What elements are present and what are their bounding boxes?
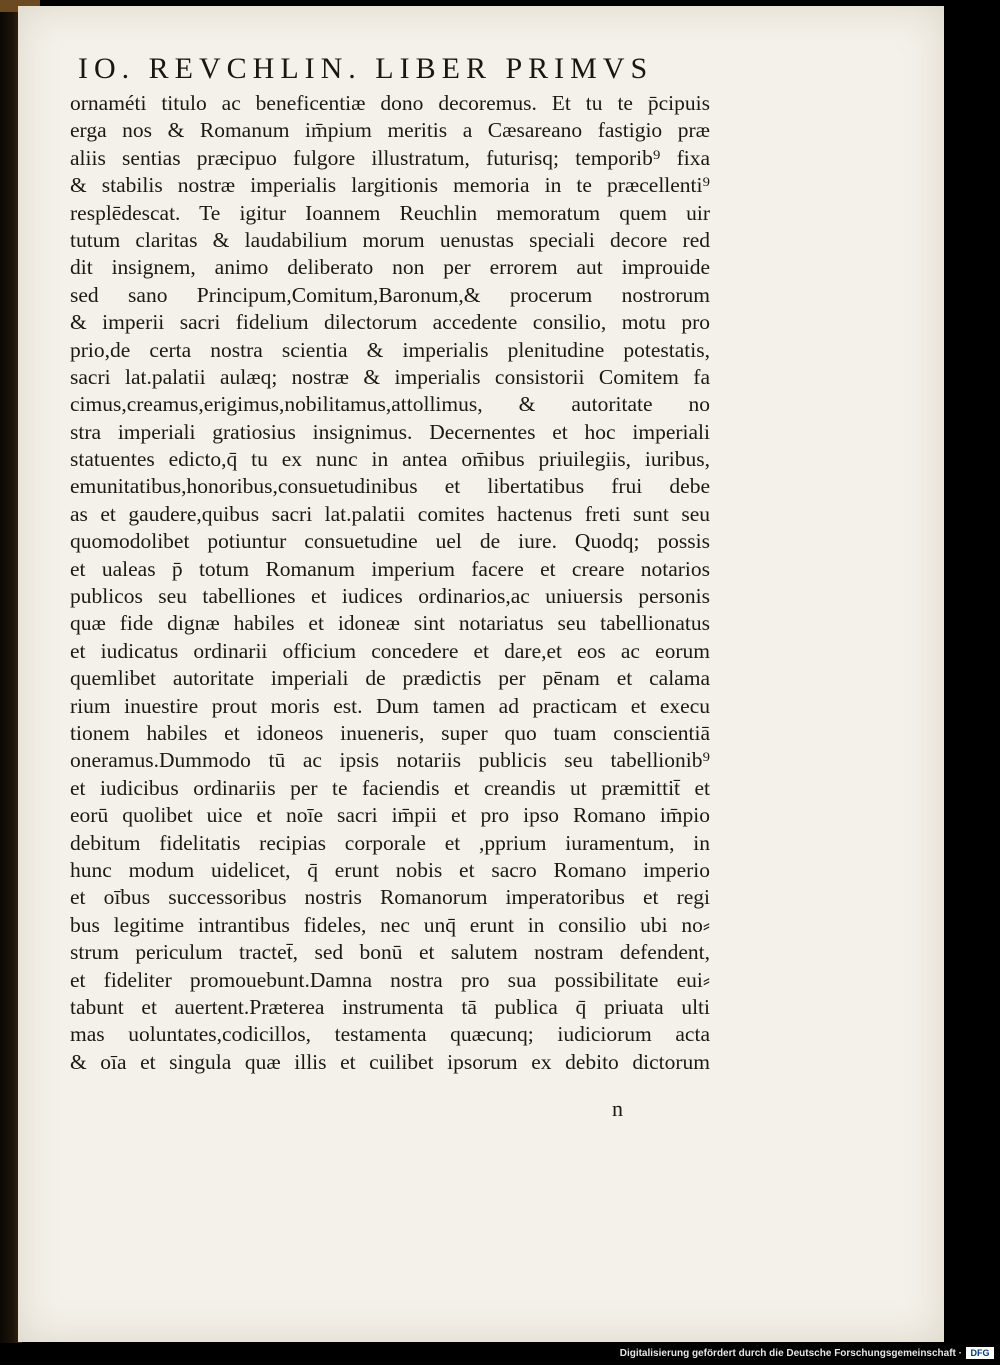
text-line: resplēdescat. Te igitur Ioannem Reuchlin memoratum quem uir [70, 200, 710, 225]
text-line: quomodolibet potiuntur consuetudine uel de iure. Quodq; possis [70, 529, 710, 554]
text-line: as et gaudere,quibus sacri lat.palatii comites hactenus freti sunt seu [70, 501, 710, 526]
text-line: sacri lat.palatii aulæq; nostræ & imperialis consistorii Comitem fa [70, 364, 710, 389]
text-line: publicos seu tabelliones et iudices ordinarios,ac uniuersis personis [70, 584, 710, 609]
text-line: & oīa et singula quæ illis et cuilibet ipsorum ex debito dictorum [70, 1049, 710, 1074]
text-line: strum periculum tractet̄, sed bonū et salutem nostram defendent, [70, 940, 710, 965]
text-line: emunitatibus,honoribus,consuetudinibus et libertatibus frui debe [70, 474, 710, 499]
text-line: et iudicibus ordinariis per te faciendis et creandis ut præmittit̄ et [70, 775, 710, 800]
text-line: mas uoluntates,codicillos, testamenta quæcunq; iudiciorum acta [70, 1022, 710, 1047]
text-line: dit insignem, animo deliberato non per errorem aut improuide [70, 255, 710, 280]
text-line: et iudicatus ordinarii officium concedere et dare,et eos ac eorum [70, 638, 710, 663]
text-line: & stabilis nostræ imperialis largitionis memoria in te præcellenti⁹ [70, 173, 710, 198]
text-line: rium inuestire prout moris est. Dum tamen ad practicam et execu [70, 693, 710, 718]
text-line: aliis sentias præcipuo fulgore illustratum, futurisq; temporib⁹ fixa [70, 145, 710, 170]
text-block [70, 90, 710, 1076]
text-line: stra imperiali gratiosius insignimus. Decernentes et hoc imperiali [70, 419, 710, 444]
funding-credit: Digitalisierung gefördert durch die Deutsche Forschungsgemeinschaft · [619, 1348, 962, 1359]
text-line: statuentes edicto,q̄ tu ex nunc in antea om̄ibus priuilegiis, iuribus, [70, 447, 710, 472]
text-line: eorū quolibet uice et noīe sacri im̄pii et pro ipso Romano im̄pio [70, 803, 710, 828]
text-line: prio,de certa nostra scientia & imperialis plenitudine potestatis, [70, 337, 710, 362]
text-line: bus legitime intrantibus fideles, nec unq̄ erunt in consilio ubi no⸗ [70, 912, 710, 937]
text-line: quæ fide dignæ habiles et idoneæ sint notariatus seu tabellionatus [70, 611, 710, 636]
running-head: IO. REVCHLIN. LIBER PRIMVS [78, 52, 654, 85]
signature-mark: n [612, 1096, 623, 1121]
text-line: debitum fidelitatis recipias corporale et ,pprium iuramentum, in [70, 830, 710, 855]
dfg-logo: DFG [966, 1347, 994, 1359]
text-line: quemlibet autoritate imperiali de prædictis per pēnam et calama [70, 666, 710, 691]
text-line: oneramus.Dummodo tū ac ipsis notariis publicis seu tabellionib⁹ [70, 748, 710, 773]
text-line: ornaméti titulo ac beneficentiæ dono decoremus. Et tu te p̄cipuis [70, 91, 710, 115]
text-line: sed sano Principum,Comitum,Baronum,& procerum nostrorum [70, 282, 710, 307]
text-line: et fideliter promouebunt.Damna nostra pro sua possibilitate eui⸗ [70, 967, 710, 992]
text-line: erga nos & Romanum im̄pium meritis a Cæsareano fastigio præ [70, 118, 710, 143]
text-line: tionem habiles et idoneos inueneris, super quo tuam conscientiā [70, 720, 710, 745]
text-line: & imperii sacri fidelium dilectorum accedente consilio, motu pro [70, 310, 710, 335]
text-line: tutum claritas & laudabilium morum uenustas speciali decore red [70, 227, 710, 252]
text-line: tabunt et auertent.Præterea instrumenta tā publica q̄ priuata ulti [70, 994, 710, 1019]
text-line: et ualeas p̄ totum Romanum imperium facere et creare notarios [70, 556, 710, 581]
text-line: cimus,creamus,erigimus,nobilitamus,attollimus, & autoritate no [70, 392, 710, 417]
text-line: et oībus successoribus nostris Romanorum imperatoribus et regi [70, 885, 710, 910]
text-line: hunc modum uidelicet, q̄ erunt nobis et sacro Romano imperio [70, 857, 710, 882]
